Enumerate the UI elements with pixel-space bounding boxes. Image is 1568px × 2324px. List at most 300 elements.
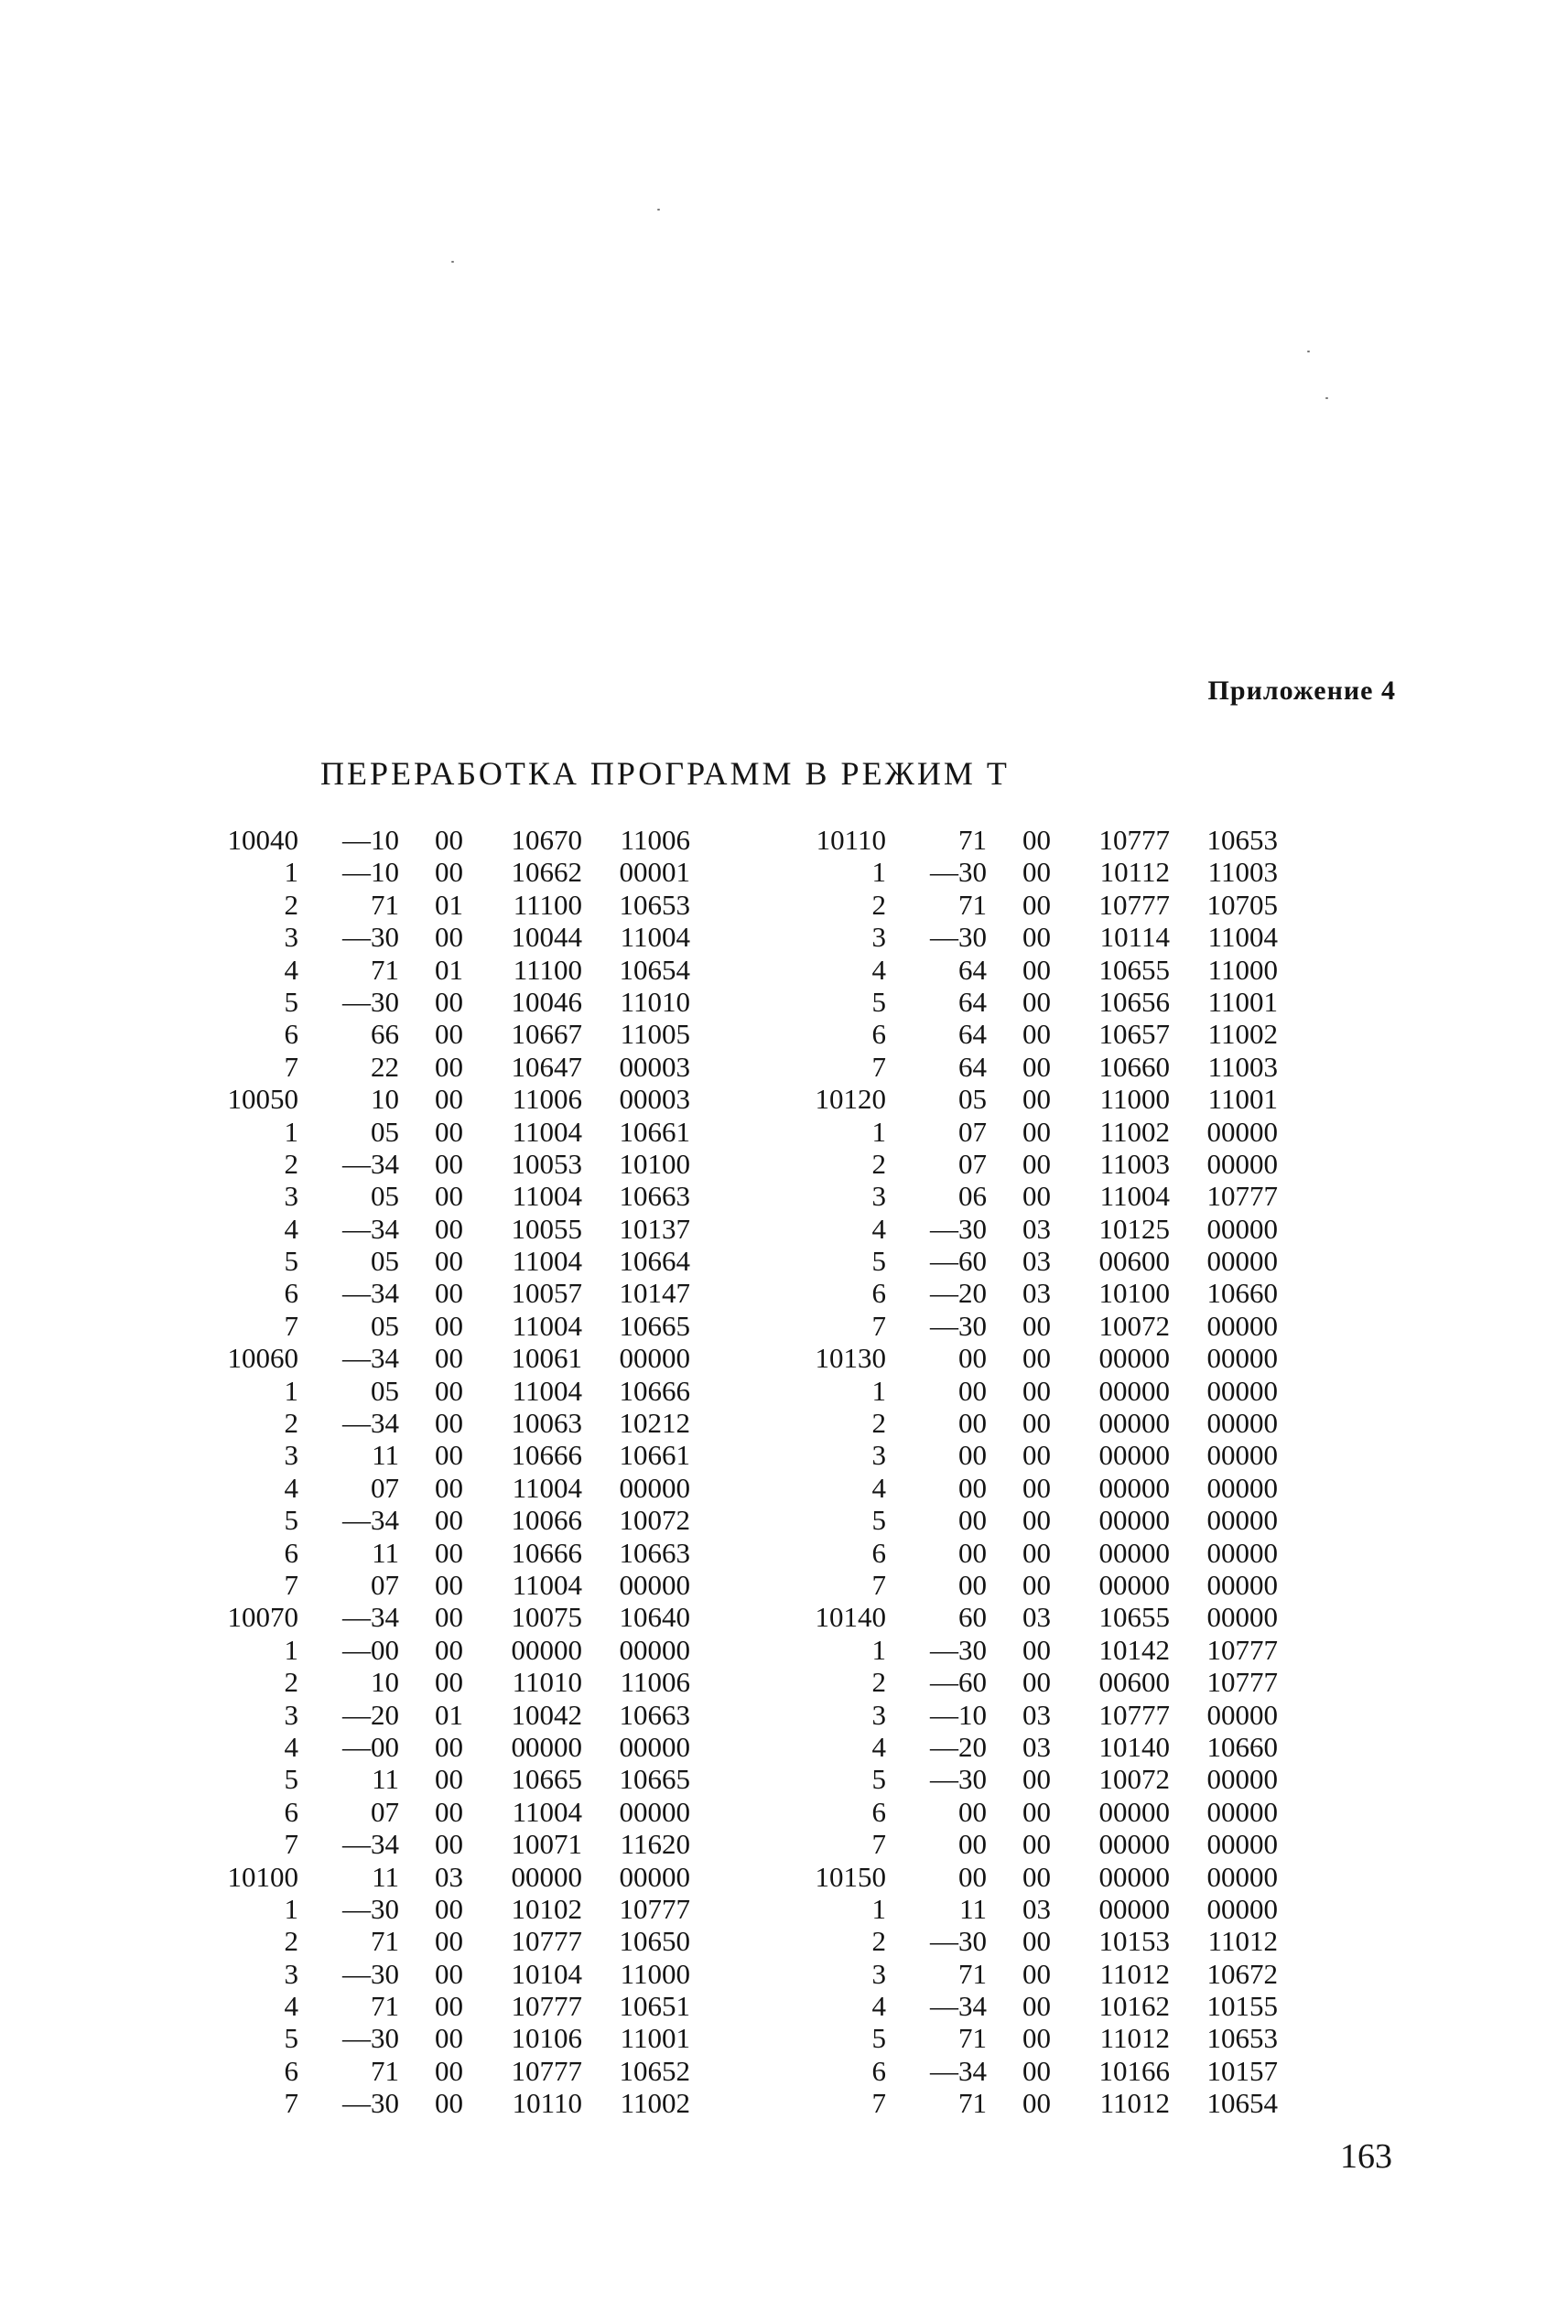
- mode-cell: 00: [1022, 985, 1051, 1018]
- operand2-cell: 10661: [619, 1439, 690, 1472]
- table-row: [207, 1342, 729, 1374]
- opcode-cell: —30: [930, 1633, 987, 1666]
- operand2-cell: 10653: [619, 888, 690, 921]
- mode-cell: 00: [435, 1245, 463, 1278]
- operand1-cell: 10046: [511, 985, 582, 1018]
- mode-cell: 00: [435, 856, 463, 889]
- operand2-cell: 00003: [619, 1050, 690, 1083]
- table-row: [207, 1601, 729, 1633]
- operand2-cell: 10654: [619, 953, 690, 986]
- table-row: [795, 1731, 1316, 1763]
- mode-cell: 00: [435, 2054, 463, 2087]
- mode-cell: 00: [1022, 1763, 1051, 1796]
- address-cell: 10070: [227, 1601, 298, 1634]
- table-row: [795, 1083, 1316, 1115]
- operand2-cell: 10137: [619, 1212, 690, 1245]
- table-row: [207, 1699, 729, 1731]
- operand2-cell: 00000: [619, 1795, 690, 1828]
- table-row: [795, 1569, 1316, 1601]
- opcode-cell: —34: [342, 1407, 399, 1440]
- operand2-cell: 00000: [1206, 1309, 1278, 1342]
- operand1-cell: 11004: [512, 1795, 582, 1828]
- mode-cell: 00: [435, 1892, 463, 1925]
- operand2-cell: 10100: [619, 1147, 690, 1180]
- operand2-cell: 10640: [619, 1601, 690, 1634]
- operand2-cell: 11010: [620, 985, 690, 1018]
- opcode-cell: 07: [371, 1568, 399, 1601]
- operand1-cell: 10114: [1099, 921, 1170, 954]
- opcode-cell: 71: [958, 2087, 987, 2120]
- appendix-label: Приложение 4: [1207, 676, 1396, 706]
- opcode-cell: 71: [371, 1925, 399, 1958]
- operand1-cell: 00000: [1098, 1568, 1170, 1601]
- operand2-cell: 00003: [619, 1083, 690, 1116]
- operand1-cell: 00000: [1098, 1892, 1170, 1925]
- table-row: [795, 954, 1316, 986]
- address-cell: 1: [284, 1115, 298, 1148]
- table-row: [207, 1731, 729, 1763]
- operand2-cell: 00001: [619, 856, 690, 889]
- table-row: [207, 1310, 729, 1342]
- operand2-cell: 10072: [619, 1504, 690, 1537]
- table-row: [795, 1958, 1316, 1990]
- table-row: [795, 1861, 1316, 1893]
- operand1-cell: 10656: [1098, 985, 1170, 1018]
- address-cell: 7: [284, 2087, 298, 2120]
- address-cell: 4: [871, 1730, 886, 1763]
- mode-cell: 03: [435, 1860, 463, 1893]
- operand1-cell: 10142: [1098, 1633, 1170, 1666]
- mode-cell: 00: [1022, 2022, 1051, 2055]
- mode-cell: 00: [435, 1439, 463, 1472]
- opcode-cell: 00: [958, 1407, 987, 1440]
- operand2-cell: 10664: [619, 1245, 690, 1278]
- mode-cell: 00: [1022, 1050, 1051, 1083]
- address-cell: 3: [871, 1439, 886, 1472]
- operand1-cell: 00000: [511, 1730, 582, 1763]
- operand1-cell: 00000: [1098, 1504, 1170, 1537]
- address-cell: 2: [871, 888, 886, 921]
- operand2-cell: 00000: [1206, 1892, 1278, 1925]
- table-row: [207, 1504, 729, 1536]
- mode-cell: 00: [435, 1666, 463, 1699]
- mode-cell: 00: [435, 1407, 463, 1440]
- mode-cell: 00: [435, 2022, 463, 2055]
- address-cell: 5: [284, 1245, 298, 1278]
- operand2-cell: 10705: [1206, 888, 1278, 921]
- operand2-cell: 10661: [619, 1115, 690, 1148]
- opcode-cell: 71: [371, 2054, 399, 2087]
- address-cell: 4: [871, 1212, 886, 1245]
- mode-cell: 00: [435, 1277, 463, 1310]
- mode-cell: 00: [435, 1601, 463, 1634]
- mode-cell: 00: [1022, 1374, 1051, 1407]
- operand1-cell: 00600: [1098, 1245, 1170, 1278]
- table-row: [207, 1277, 729, 1309]
- opcode-cell: —34: [930, 2054, 987, 2087]
- address-cell: 1: [871, 856, 886, 889]
- opcode-cell: 05: [371, 1245, 399, 1278]
- table-row: [207, 2087, 729, 2119]
- table-row: [207, 1083, 729, 1115]
- opcode-cell: —60: [930, 1666, 987, 1699]
- operand1-cell: 11012: [1099, 1957, 1170, 1990]
- address-cell: 10050: [227, 1083, 298, 1116]
- address-cell: 10130: [815, 1342, 886, 1375]
- opcode-cell: —34: [342, 1212, 399, 1245]
- operand2-cell: 10777: [1206, 1666, 1278, 1699]
- mode-cell: 00: [435, 1763, 463, 1796]
- operand2-cell: 10663: [619, 1536, 690, 1569]
- opcode-cell: 07: [371, 1795, 399, 1828]
- operand1-cell: 10072: [1098, 1309, 1170, 1342]
- operand1-cell: 10162: [1098, 1990, 1170, 2023]
- mode-cell: 01: [435, 888, 463, 921]
- table-row: [207, 1990, 729, 2022]
- opcode-cell: 00: [958, 1536, 987, 1569]
- mode-cell: 00: [1022, 1568, 1051, 1601]
- operand2-cell: 10650: [619, 1925, 690, 1958]
- address-cell: 6: [284, 1277, 298, 1310]
- mode-cell: 00: [435, 1471, 463, 1504]
- table-row: [207, 1213, 729, 1245]
- table-row: [795, 1990, 1316, 2022]
- address-cell: 10120: [815, 1083, 886, 1116]
- operand1-cell: 11002: [1099, 1115, 1170, 1148]
- address-cell: 10040: [227, 824, 298, 856]
- address-cell: 6: [284, 2054, 298, 2087]
- address-cell: 10060: [227, 1342, 298, 1375]
- opcode-cell: —30: [930, 856, 987, 889]
- mode-cell: 00: [1022, 1342, 1051, 1375]
- table-row: [207, 2055, 729, 2087]
- operand1-cell: 11010: [512, 1666, 582, 1699]
- operand2-cell: 00000: [619, 1568, 690, 1601]
- address-cell: 4: [871, 1990, 886, 2023]
- address-cell: 4: [284, 1730, 298, 1763]
- table-row: [207, 1828, 729, 1860]
- address-cell: 6: [871, 1536, 886, 1569]
- operand1-cell: 10100: [1098, 1277, 1170, 1310]
- opcode-cell: —10: [342, 856, 399, 889]
- operand1-cell: 10657: [1098, 1018, 1170, 1051]
- table-row: [795, 1342, 1316, 1374]
- mode-cell: 03: [1022, 1212, 1051, 1245]
- operand2-cell: 11006: [620, 824, 690, 856]
- operand1-cell: 10053: [511, 1147, 582, 1180]
- table-row: [207, 1375, 729, 1407]
- opcode-cell: —20: [342, 1698, 399, 1731]
- operand1-cell: 00000: [1098, 1828, 1170, 1861]
- operand2-cell: 00000: [619, 1860, 690, 1893]
- address-cell: 4: [871, 1471, 886, 1504]
- table-row: [207, 1666, 729, 1698]
- address-cell: 7: [871, 1828, 886, 1861]
- opcode-cell: 05: [371, 1374, 399, 1407]
- opcode-cell: 07: [371, 1471, 399, 1504]
- mode-cell: 00: [1022, 1925, 1051, 1958]
- operand1-cell: 10166: [1098, 2054, 1170, 2087]
- table-row: [207, 921, 729, 953]
- operand1-cell: 11003: [1099, 1147, 1170, 1180]
- operand2-cell: 00000: [1206, 1536, 1278, 1569]
- mode-cell: 00: [1022, 1309, 1051, 1342]
- operand2-cell: 00000: [619, 1342, 690, 1375]
- operand1-cell: 00000: [1098, 1407, 1170, 1440]
- operand1-cell: 11004: [512, 1180, 582, 1213]
- opcode-cell: 66: [371, 1018, 399, 1051]
- mode-cell: 00: [435, 1957, 463, 1990]
- table-row: [795, 1407, 1316, 1439]
- address-cell: 7: [284, 1828, 298, 1861]
- address-cell: 2: [284, 1925, 298, 1958]
- operand1-cell: 10066: [511, 1504, 582, 1537]
- program-table-right: [795, 824, 1316, 2120]
- operand2-cell: 00000: [1206, 1407, 1278, 1440]
- opcode-cell: —30: [930, 921, 987, 954]
- operand1-cell: 11100: [513, 953, 582, 986]
- operand2-cell: 10666: [619, 1374, 690, 1407]
- address-cell: 5: [871, 2022, 886, 2055]
- mode-cell: 00: [1022, 1633, 1051, 1666]
- address-cell: 7: [284, 1568, 298, 1601]
- mode-cell: 00: [1022, 1115, 1051, 1148]
- operand1-cell: 10063: [511, 1407, 582, 1440]
- opcode-cell: 71: [371, 1990, 399, 2023]
- opcode-cell: 64: [958, 985, 987, 1018]
- operand1-cell: 10106: [511, 2022, 582, 2055]
- opcode-cell: 05: [371, 1180, 399, 1213]
- scan-speck: [451, 261, 454, 263]
- operand1-cell: 11012: [1099, 2087, 1170, 2120]
- address-cell: 10100: [227, 1860, 298, 1893]
- operand2-cell: 00000: [619, 1730, 690, 1763]
- operand1-cell: 10102: [511, 1892, 582, 1925]
- address-cell: 2: [871, 1925, 886, 1958]
- address-cell: 2: [284, 1666, 298, 1699]
- operand1-cell: 11004: [512, 1115, 582, 1148]
- operand2-cell: 00000: [1206, 1601, 1278, 1634]
- mode-cell: 00: [1022, 1471, 1051, 1504]
- table-row: [795, 824, 1316, 856]
- opcode-cell: —34: [342, 1504, 399, 1537]
- opcode-cell: —30: [342, 2022, 399, 2055]
- table-row: [795, 1439, 1316, 1471]
- table-row: [207, 1569, 729, 1601]
- address-cell: 4: [871, 953, 886, 986]
- opcode-cell: 06: [958, 1180, 987, 1213]
- opcode-cell: 00: [958, 1471, 987, 1504]
- operand2-cell: 00000: [619, 1633, 690, 1666]
- opcode-cell: 00: [958, 1860, 987, 1893]
- mode-cell: 00: [435, 1050, 463, 1083]
- operand2-cell: 10777: [619, 1892, 690, 1925]
- opcode-cell: 05: [958, 1083, 987, 1116]
- mode-cell: 00: [1022, 1407, 1051, 1440]
- mode-cell: 00: [1022, 1828, 1051, 1861]
- address-cell: 2: [871, 1407, 886, 1440]
- mode-cell: 00: [1022, 921, 1051, 954]
- operand2-cell: 00000: [1206, 1471, 1278, 1504]
- address-cell: 1: [284, 1892, 298, 1925]
- table-row: [795, 921, 1316, 953]
- mode-cell: 00: [435, 1083, 463, 1116]
- operand2-cell: 11620: [620, 1828, 690, 1861]
- table-row: [207, 1407, 729, 1439]
- operand1-cell: 10044: [511, 921, 582, 954]
- operand1-cell: 10777: [1098, 824, 1170, 856]
- table-row: [795, 1828, 1316, 1860]
- address-cell: 3: [871, 921, 886, 954]
- mode-cell: 03: [1022, 1245, 1051, 1278]
- opcode-cell: 00: [958, 1828, 987, 1861]
- table-row: [207, 2022, 729, 2054]
- address-cell: 2: [284, 1407, 298, 1440]
- operand2-cell: 11002: [1207, 1018, 1278, 1051]
- operand2-cell: 00000: [1206, 1860, 1278, 1893]
- operand2-cell: 10777: [1206, 1180, 1278, 1213]
- operand1-cell: 10112: [1099, 856, 1170, 889]
- opcode-cell: 00: [958, 1504, 987, 1537]
- table-row: [795, 1375, 1316, 1407]
- operand1-cell: 10061: [511, 1342, 582, 1375]
- table-row: [795, 1180, 1316, 1212]
- operand1-cell: 11004: [1099, 1180, 1170, 1213]
- operand1-cell: 10075: [511, 1601, 582, 1634]
- address-cell: 5: [284, 1504, 298, 1537]
- table-row: [207, 1958, 729, 1990]
- operand2-cell: 11001: [1207, 985, 1278, 1018]
- operand1-cell: 00000: [1098, 1471, 1170, 1504]
- mode-cell: 00: [435, 824, 463, 856]
- address-cell: 6: [871, 2054, 886, 2087]
- opcode-cell: —34: [342, 1601, 399, 1634]
- operand2-cell: 00000: [1206, 1828, 1278, 1861]
- opcode-cell: 64: [958, 1018, 987, 1051]
- table-row: [207, 1245, 729, 1277]
- table-row: [795, 1796, 1316, 1828]
- opcode-cell: —30: [342, 1957, 399, 1990]
- table-row: [795, 1148, 1316, 1180]
- operand1-cell: 10777: [511, 1925, 582, 1958]
- table-row: [795, 1763, 1316, 1795]
- table-row: [207, 889, 729, 921]
- operand1-cell: 10125: [1098, 1212, 1170, 1245]
- mode-cell: 00: [435, 1504, 463, 1537]
- opcode-cell: 05: [371, 1309, 399, 1342]
- page-number: 163: [1340, 2137, 1392, 2176]
- operand2-cell: 10653: [1206, 2022, 1278, 2055]
- mode-cell: 03: [1022, 1277, 1051, 1310]
- opcode-cell: 71: [371, 888, 399, 921]
- scan-speck: [1325, 397, 1328, 399]
- opcode-cell: —30: [342, 921, 399, 954]
- operand1-cell: 10110: [512, 2087, 582, 2120]
- address-cell: 7: [871, 1309, 886, 1342]
- opcode-cell: —34: [930, 1990, 987, 2023]
- address-cell: 3: [284, 921, 298, 954]
- opcode-cell: —10: [930, 1698, 987, 1731]
- table-row: [207, 1018, 729, 1050]
- mode-cell: 00: [435, 1212, 463, 1245]
- operand1-cell: 10666: [511, 1439, 582, 1472]
- mode-cell: 03: [1022, 1698, 1051, 1731]
- opcode-cell: —30: [342, 2087, 399, 2120]
- operand1-cell: 10655: [1098, 953, 1170, 986]
- opcode-cell: —30: [930, 1212, 987, 1245]
- address-cell: 3: [284, 1698, 298, 1731]
- page-title: ПЕРЕРАБОТКА ПРОГРАММ В РЕЖИМ Т: [320, 755, 1010, 792]
- mode-cell: 00: [1022, 953, 1051, 986]
- operand2-cell: 11005: [620, 1018, 690, 1051]
- address-cell: 4: [284, 1212, 298, 1245]
- address-cell: 3: [284, 1957, 298, 1990]
- mode-cell: 00: [435, 1536, 463, 1569]
- opcode-cell: 00: [958, 1568, 987, 1601]
- address-cell: 6: [871, 1018, 886, 1051]
- operand2-cell: 00000: [1206, 1439, 1278, 1472]
- scan-speck: [1307, 351, 1310, 352]
- table-row: [207, 1893, 729, 1925]
- address-cell: 5: [871, 985, 886, 1018]
- mode-cell: 00: [1022, 1083, 1051, 1116]
- operand1-cell: 11000: [1099, 1083, 1170, 1116]
- address-cell: 1: [871, 1115, 886, 1148]
- mode-cell: 03: [1022, 1730, 1051, 1763]
- operand1-cell: 10666: [511, 1536, 582, 1569]
- opcode-cell: —00: [342, 1730, 399, 1763]
- opcode-cell: 00: [958, 1439, 987, 1472]
- operand2-cell: 10665: [619, 1309, 690, 1342]
- table-row: [207, 1796, 729, 1828]
- table-row: [795, 2087, 1316, 2119]
- mode-cell: 00: [435, 1342, 463, 1375]
- operand1-cell: 10140: [1098, 1730, 1170, 1763]
- opcode-cell: —20: [930, 1730, 987, 1763]
- opcode-cell: —30: [930, 1309, 987, 1342]
- table-row: [207, 1634, 729, 1666]
- address-cell: 4: [284, 1471, 298, 1504]
- opcode-cell: —34: [342, 1342, 399, 1375]
- operand1-cell: 00000: [1098, 1342, 1170, 1375]
- operand2-cell: 00000: [1206, 1795, 1278, 1828]
- table-row: [795, 1634, 1316, 1666]
- opcode-cell: 71: [371, 953, 399, 986]
- mode-cell: 00: [435, 1925, 463, 1958]
- operand2-cell: 10651: [619, 1990, 690, 2023]
- address-cell: 7: [871, 1568, 886, 1601]
- opcode-cell: —10: [342, 824, 399, 856]
- table-row: [207, 1148, 729, 1180]
- operand2-cell: 10660: [1206, 1730, 1278, 1763]
- address-cell: 5: [284, 2022, 298, 2055]
- opcode-cell: —30: [930, 1925, 987, 1958]
- operand1-cell: 00000: [1098, 1536, 1170, 1569]
- operand2-cell: 00000: [1206, 1342, 1278, 1375]
- table-row: [207, 1472, 729, 1504]
- address-cell: 1: [871, 1892, 886, 1925]
- operand2-cell: 10665: [619, 1763, 690, 1796]
- opcode-cell: —30: [342, 985, 399, 1018]
- address-cell: 1: [871, 1633, 886, 1666]
- opcode-cell: —34: [342, 1277, 399, 1310]
- operand1-cell: 11100: [513, 888, 582, 921]
- operand1-cell: 11004: [512, 1374, 582, 1407]
- operand2-cell: 00000: [1206, 1147, 1278, 1180]
- operand1-cell: 10072: [1098, 1763, 1170, 1796]
- operand2-cell: 11000: [1207, 953, 1278, 986]
- address-cell: 10150: [815, 1860, 886, 1893]
